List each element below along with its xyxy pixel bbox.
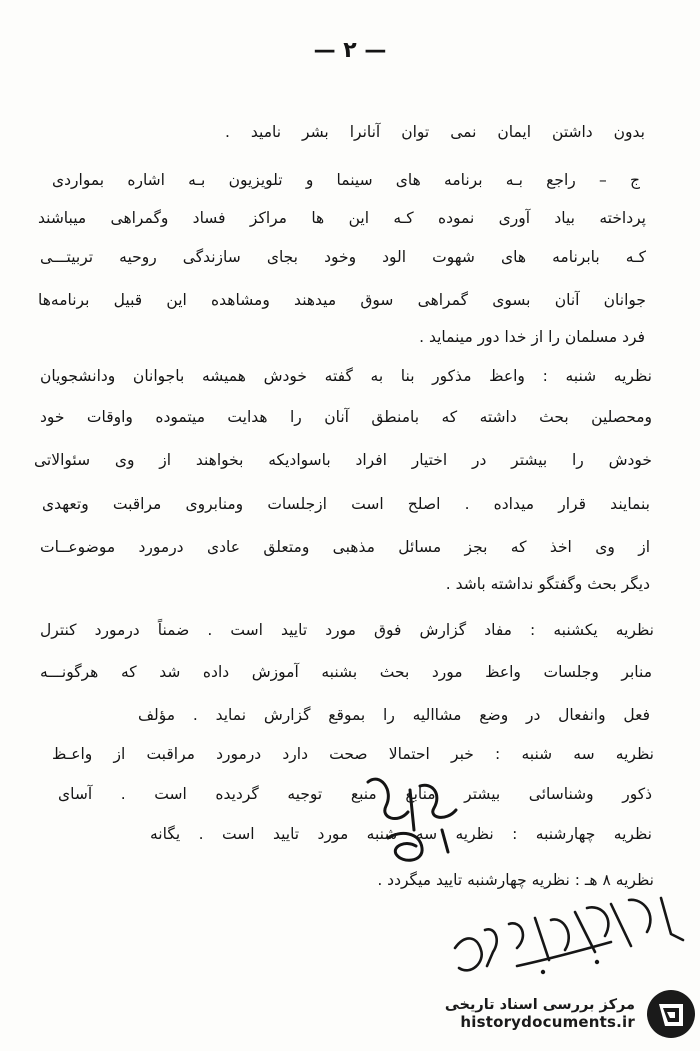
body-line: از وی اخذ که بجز مسائل مذهبی ومتعلق عادی درمورد موضوعــات bbox=[40, 538, 650, 556]
body-line: دیگر بحث وگفتگو نداشته باشد . bbox=[445, 575, 650, 593]
body-line: ج – راجع بـه برنامه های سینما و تلویزیون بـه اشاره بمواردی bbox=[52, 171, 640, 189]
body-line: خودش را بیشتر در اختیار افراد باسوادیکه بخواهند از وی سئوالاتی bbox=[34, 451, 652, 469]
archive-logo-icon bbox=[645, 988, 697, 1040]
body-line: ذکور وشناسائی بیشتر منابع منبع توجیه گردیده است . آسای bbox=[58, 785, 652, 803]
body-line: پرداخته بیاد آوری نموده کـه این ها مراکز فساد وگمراهی میباشند bbox=[38, 209, 646, 227]
body-line: نظریه یکشنبه : مفاد گزارش فوق مورد تایید است . ضمناً درمورد کنترل bbox=[40, 621, 654, 639]
page-number: — ۲ — bbox=[313, 38, 387, 63]
body-line: بدون داشتن ایمان نمی توان آنانرا بشر نامید . bbox=[225, 123, 645, 141]
watermark-name: مرکز بررسی اسناد تاریخی bbox=[444, 997, 635, 1013]
body-line: جوانان آنان بسوی گمراهی سوق میدهند ومشاهده این قبیل برنامه‌ها bbox=[38, 291, 646, 309]
body-line: فعل وانفعال در وضع مشاالیه را بموقع گزارش نماید . مؤلف bbox=[138, 706, 650, 724]
watermark-text bbox=[445, 997, 635, 1031]
body-line: نظریه چهارشنبه : نظریه سه شنبه مورد تایید است . یگانه bbox=[150, 825, 652, 843]
body-line: نظریه ۸ هـ : نظریه چهارشنبه تایید میگردد . bbox=[377, 871, 654, 889]
body-line: منابر وجلسات واعظ مورد بحث بشنبه آموزش داده شد که هرگونـــه bbox=[40, 663, 652, 681]
body-line: بنمایند قرار میداده . اصلح است ازجلسات ومنابروی مراقبت وتعهدی bbox=[42, 495, 650, 513]
archive-watermark bbox=[412, 982, 697, 1046]
body-line: نظریه سه شنبه : خبر احتمالا صحت دارد درمورد مراقبت از واعـظ bbox=[52, 745, 654, 763]
body-line: ومحصلین بحث داشته که بامنطق آنان را هدایت میتموده واوقات خود bbox=[40, 408, 652, 426]
body-line: فرد مسلمان را از خدا دور مینماید . bbox=[419, 328, 645, 346]
watermark-url: historydocuments.ir bbox=[460, 1013, 635, 1031]
body-line: کـه بابرنامه های شهوت الود وخود بجای سازندگی روحیه تربیتـــی bbox=[40, 248, 646, 266]
body-line: نظریه شنبه : واعظ مذکور بنا به گفته خودش همیشه باجوانان ودانشجویان bbox=[40, 367, 652, 385]
